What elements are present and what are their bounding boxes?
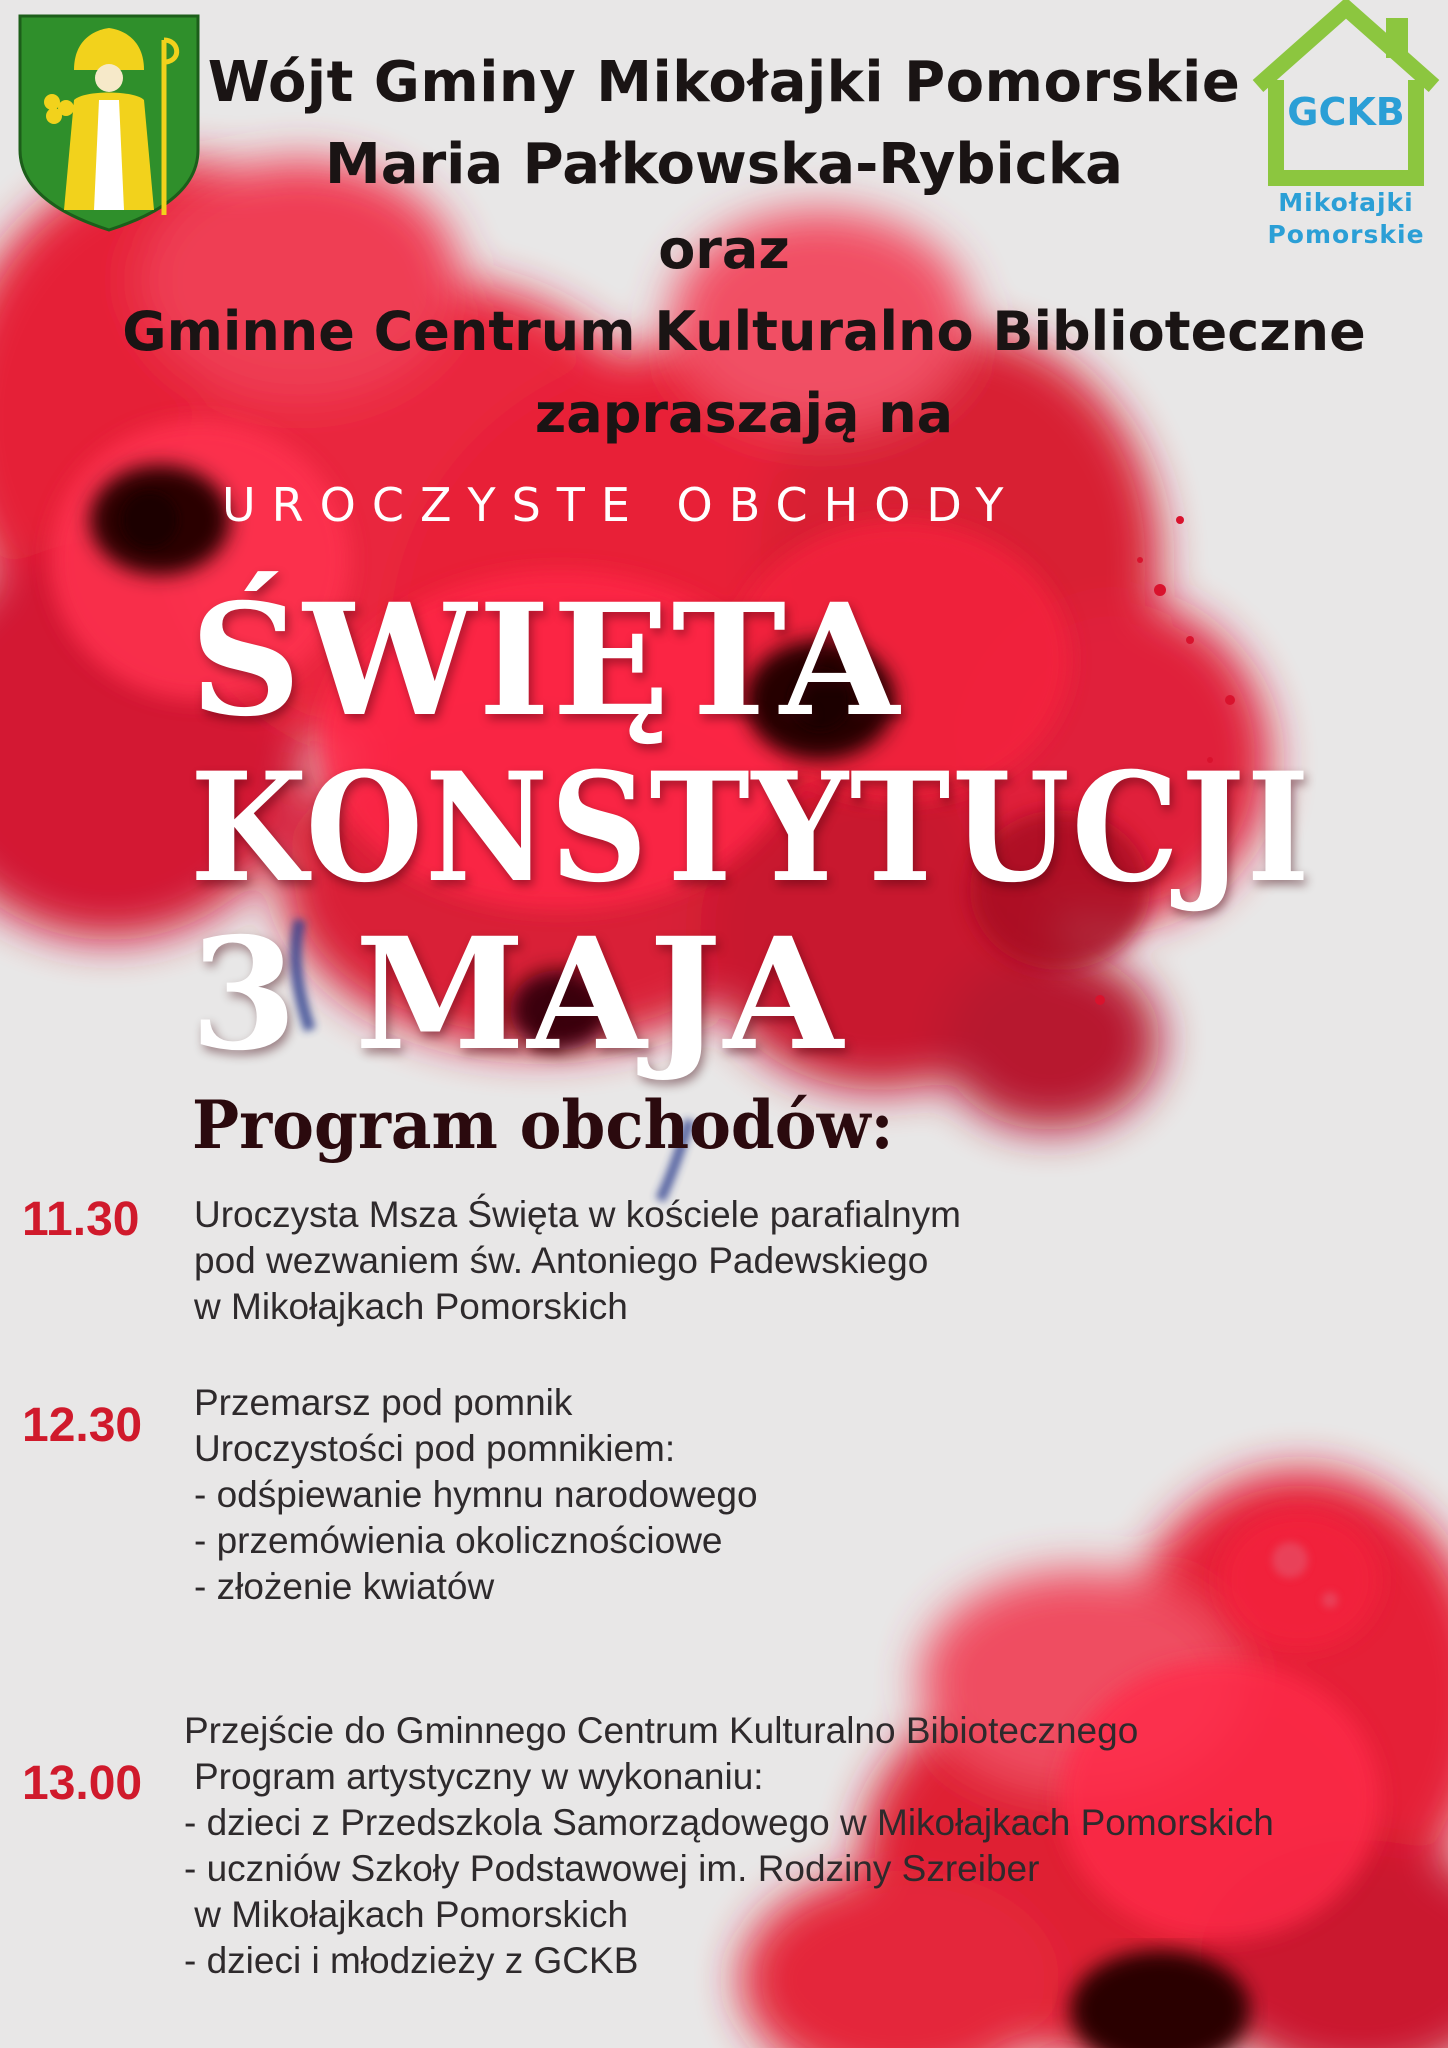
event-title-line3: 3 MAJA: [190, 904, 846, 1085]
header-organizer-name: Maria Pałkowska-Rybicka: [325, 132, 1123, 197]
event-title-line2: KONSTYTUCJI: [190, 740, 1312, 916]
gckb-town-line1: Mikołajki: [1278, 188, 1414, 217]
header-organizer-title: Wójt Gminy Mikołajki Pomorskie: [207, 50, 1241, 115]
program-line: Uroczysta Msza Święta w kościele parafialnym: [194, 1194, 961, 1235]
program-time: 13.00: [22, 1757, 143, 1810]
program-line: - dzieci z Przedszkola Samorządowego w Mikołajkach Pomorskich: [184, 1802, 1274, 1843]
program-heading: Program obchodów:: [192, 1086, 894, 1164]
program-time: 12.30: [22, 1399, 143, 1452]
header-invitation: zapraszają na: [534, 382, 954, 445]
program-line: - uczniów Szkoły Podstawowej im. Rodziny Szreiber: [184, 1848, 1040, 1889]
event-title-line1: ŚWIĘTA: [190, 570, 902, 751]
header-co-organizer: Gminne Centrum Kulturalno Biblioteczne: [122, 300, 1366, 363]
program-line: - przemówienia okolicznościowe: [194, 1520, 723, 1561]
header-conjunction: oraz: [658, 218, 790, 281]
event-subtitle: UROCZYSTE OBCHODY: [222, 478, 1020, 532]
program-line: Uroczystości pod pomnikiem:: [194, 1428, 676, 1469]
coat-of-arms-logo: [14, 10, 204, 235]
gckb-acronym: GCKB: [1287, 90, 1405, 134]
program-line: pod wezwaniem św. Antoniego Padewskiego: [194, 1240, 929, 1281]
program-line: - dzieci i młodzieży z GCKB: [184, 1940, 639, 1981]
program-line: Program artystyczny w wykonaniu:: [194, 1756, 764, 1797]
program-time: 11.30: [22, 1193, 140, 1246]
gckb-town-line2: Pomorskie: [1267, 220, 1425, 249]
program-line: - złożenie kwiatów: [194, 1566, 495, 1607]
program-line: Przejście do Gminnego Centrum Kulturalno Bibiotecznego: [184, 1710, 1139, 1751]
program-line: w Mikołajkach Pomorskich: [194, 1286, 628, 1327]
program-line: - odśpiewanie hymnu narodowego: [194, 1474, 758, 1515]
program-line: w Mikołajkach Pomorskich: [184, 1894, 629, 1935]
program-line: Przemarsz pod pomnik: [194, 1382, 573, 1423]
